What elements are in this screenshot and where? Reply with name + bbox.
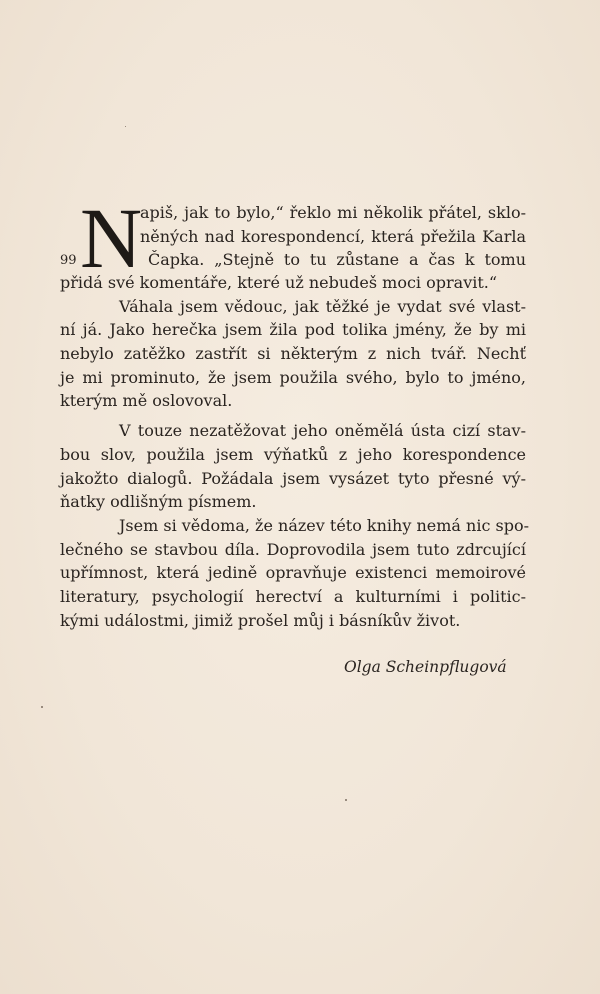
paragraph-first-line: V touze nezatěžovat jeho oněmělá ústa cizí stav- [119,421,526,441]
text-line: přidá své komentáře, které už nebudeš moci opravit.“ [60,273,498,292]
text-line: Čapka. „Stejně to tu zůstane a čas k tomu [148,250,526,269]
paragraph-first-line: Váhala jsem vědouc, jak těžké je vydat své vlast- [119,296,526,316]
text-line: ní já. Jako herečka jsem žila pod tolika jmény, že by mi [60,320,526,340]
text-line: nebylo zatěžko zastřít si některým z nich tvář. Nechť [60,344,526,364]
paper-speck [125,126,126,127]
text-line: upřímnost, která jedině opravňuje existenci memoirové [60,563,526,583]
text-line: lečného se stavbou díla. Doprovodila jsem tuto zdrcující [60,539,526,559]
opening-lines [140,203,526,250]
drop-cap [80,190,143,286]
author-signature: Olga Scheinpflugová [344,658,507,676]
text-line: literatury, psychologií herectví a kulturními i politic- [60,586,526,606]
page-number: 99 [60,253,77,268]
text-line: apiš, jak to bylo,“ řeklo mi několik přátel, sklo- [140,203,526,222]
drop-cap-letter: N [80,190,143,286]
paper-speck [345,799,347,801]
text-line: je mi prominuto, že jsem použila svého, bylo to jméno, [60,367,526,387]
body-text [60,273,530,634]
paper-speck [41,706,43,708]
text-line: kými událostmi, jimiž prošel můj i básníkův život. [60,610,461,630]
opening-line-3 [148,250,526,274]
text-line: ňatky odlišným písmem. [60,492,257,512]
text-line: jakožto dialogů. Požádala jsem vysázet tyto přesné vý- [60,468,526,488]
text-line: kterým mě oslovoval. [60,391,233,411]
text-line: bou slov, použila jsem výňatků z jeho korespondence [60,444,526,464]
paragraph-first-line: Jsem si vědoma, že název této knihy nemá nic spo- [119,515,530,535]
text-line: něných nad korespondencí, která přežila Karla [140,226,526,246]
